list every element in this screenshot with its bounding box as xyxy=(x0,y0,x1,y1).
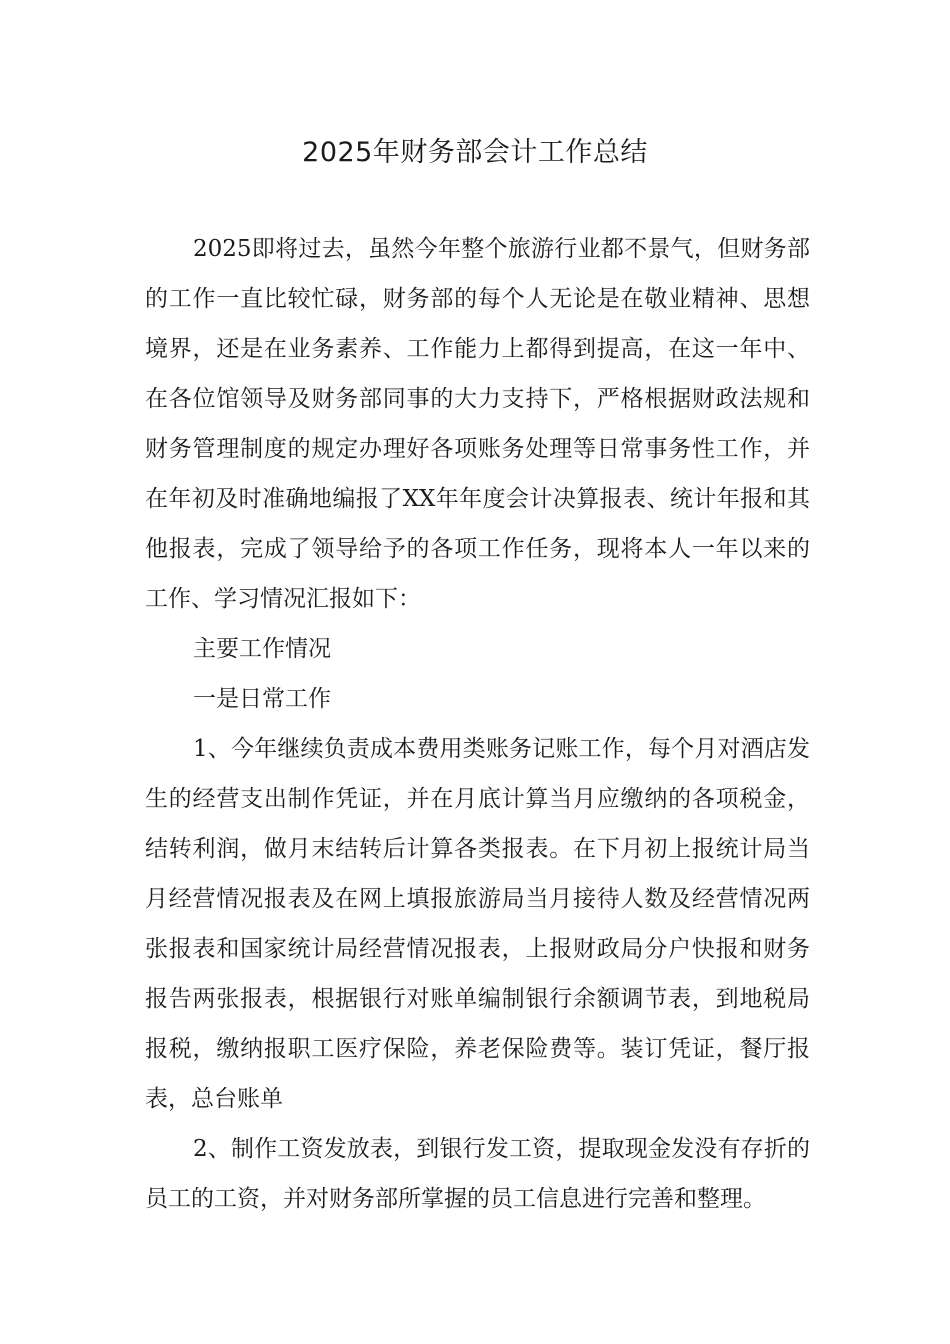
document-title: 2025年财务部会计工作总结 xyxy=(302,137,648,168)
paragraph-intro: 2025即将过去，虽然今年整个旅游行业都不景气，但财务部的工作一直比较忙碌，财务部的每个人无论是在敬业精神、思想境界，还是在业务素养、工作能力上都得到提高，在这一年中、在各位馆领导及财务部同事的大力支持下，严格根据财政法规和财务管理制度的规定办理好各项账务处理等日常事务性工作，并在年初及时准确地编报了XX年年度会计决算报表、统计年报和其他报表，完成了领导给予的各项工作任务，现将本人一年以来的工作、学习情况汇报如下： xyxy=(145,236,810,612)
subsection-heading-daily-work: 一是日常工作 xyxy=(193,686,331,712)
document-body xyxy=(145,224,810,1224)
section-heading-main-work: 主要工作情况 xyxy=(193,636,331,662)
paragraph-item-2: 2、制作工资发放表，到银行发工资，提取现金发没有存折的员工的工资，并对财务部所掌握的员工信息进行完善和整理。 xyxy=(145,1136,810,1212)
paragraph-item-1: 1、今年继续负责成本费用类账务记账工作，每个月对酒店发生的经营支出制作凭证，并在月底计算当月应缴纳的各项税金，结转利润，做月末结转后计算各类报表。在下月初上报统计局当月经营情况报表及在网上填报旅游局当月接待人数及经营情况两张报表和国家统计局经营情况报表，上报财政局分户快报和财务报告两张报表，根据银行对账单编制银行余额调节表，到地税局报税，缴纳报职工医疗保险，养老保险费等。装订凭证，餐厅报表，总台账单 xyxy=(145,736,810,1112)
